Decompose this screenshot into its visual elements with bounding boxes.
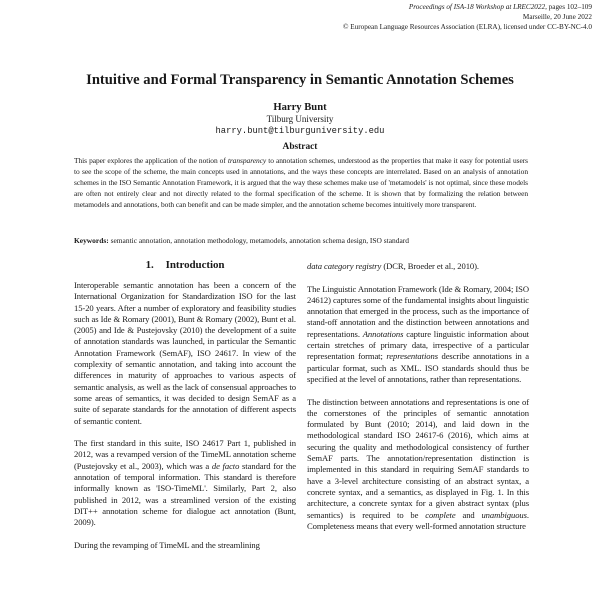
keywords-label: Keywords:: [74, 236, 109, 245]
paragraph-part: . Completeness means that every well-formed annotation structure: [307, 509, 529, 531]
keywords: [74, 235, 528, 246]
abstract-emphasis: transparency: [227, 156, 267, 165]
left-column: [74, 258, 296, 562]
location-date: Marseille, 20 June 2022: [522, 13, 592, 21]
paragraph: [307, 261, 529, 272]
paragraph-part: The Linguistic Annotation Framework (Ide & Romary, 2004; ISO 24612) captures some of the fundamental insights about linguistic annotation that emerged in the process, such as the importance of stand-off annotation and the distinction between annotations and representations.: [307, 283, 529, 339]
author-email: harry.bunt@tilburguniversity.edu: [215, 126, 385, 136]
paragraph-part: standard for the annotation of temporal information. This standard is therefore informally known as 'ISO-TimeML'. Similarly, Part 2, also published in 2012, was a streamlined version of the existing DIT++ annotation scheme for dialogue act annotation (Bunt, 2009).: [74, 460, 296, 528]
right-column: [307, 261, 529, 543]
abstract-part: to annotation schemes, understood as the properties that make it easy for potential users to see the scope of the scheme, the main concepts used in annotations, and the ways these concepts are interrelated. Based on an analysis of annotation schemes in the ISO Semantic Annotation Framework, it is argued that the way these schemes make use of 'metamodels' is not optimal, since these models are often not entirely clear and not directly related to the formal specification of the scheme. It is shown that by formalizing the relation between metamodels and annotations, both can benefit and can be made simpler, and the annotation scheme becomes intuitively more transparent.: [74, 156, 528, 210]
abstract-heading: Abstract: [282, 142, 318, 152]
paragraph-part: and: [455, 509, 482, 520]
proceedings-line: [192, 2, 592, 12]
section-title: Introduction: [165, 259, 225, 271]
paragraph-part: (DCR, Broeder et al., 2010).: [381, 261, 479, 271]
paragraph-part: The first standard in this suite, ISO 24617 Part 1, published in 2012, was a revamped version of the TimeML annotation scheme (Pustejovsky et al., 2003), which was a: [74, 438, 296, 471]
paragraph-emphasis: unambiguous: [481, 509, 527, 520]
abstract-part: This paper explores the application of the notion of: [74, 156, 228, 165]
paragraph: [307, 397, 529, 533]
paragraph: During the revamping of TimeML and the streamlining: [74, 539, 260, 550]
paragraph: [74, 438, 296, 528]
proceedings-name: Proceedings of ISA-18 Workshop at LREC2022: [408, 3, 546, 11]
author-affiliation: Tilburg University: [266, 114, 334, 124]
paragraph-emphasis: de facto: [211, 460, 240, 471]
paragraph-emphasis: representations: [386, 351, 438, 362]
keywords-list: semantic annotation, annotation methodology, metamodels, annotation schema design, ISO standard: [108, 236, 409, 245]
paragraph: [307, 284, 529, 386]
section-number: 1.: [145, 259, 154, 271]
copyright-line: © European Language Resources Association (ELRA), licensed under CC-BY-NC-4.0: [343, 23, 592, 31]
paragraph-emphasis: complete: [425, 509, 456, 520]
author-name: Harry Bunt: [273, 102, 327, 113]
abstract-text: [74, 155, 528, 210]
paragraph-part: The distinction between annotations and representations is one of the cornerstones of the principles of semantic annotation formulated by Bunt (2010; 2014), and laid down in the methodological standard ISO 24617-6 (2016), which aims at securing the quality and methodological consistency of further SemAF parts. The annotation/representation distinction is implemented in this standard in requiring SemAF standards to have a 3-level architecture consisting of an abstract syntax, a concrete syntax, and a semantics, as displayed in Fig. 1. In this architecture, a concrete syntax for a given abstract syntax (plus semantics) is required to be: [307, 396, 529, 520]
paper-title: Intuitive and Formal Transparency in Semantic Annotation Schemes: [86, 72, 514, 88]
paragraph: Interoperable semantic annotation has been a concern of the International Organization for Standardization ISO for the last 15-20 years. After a number of exploratory and feasibility studies such as Ide & Romary (2001), Bunt & Romary (2002), Bunt et al. (2005) and Ide & Pustejovsky (2010) the development of a suite of annotation standards was launched, in particular the Semantic Annotation Framework (SemAF), ISO 24617. In view of the complexity of semantic annotation, and taking into account the differences in maturity of approaches to various aspects of semantic analysis, as well as the lack of consensual approaches to some areas of semantics, it was decided to design SemAF as a suite of separate standards for the annotation of different aspects of semantic content.: [74, 280, 296, 426]
paragraph-emphasis: data category registry: [307, 261, 382, 271]
paragraph-emphasis: Annotations: [362, 328, 404, 339]
paragraph-part: capture linguistic information about certain stretches of primary data, irrespective of a particular representation format;: [307, 328, 529, 362]
paragraph-part: describe annotations in a particular format, such as XML. ISO standards should thus be specified at the level of annotations, rather than representations.: [307, 351, 530, 384]
proceedings-pages: , pages 102–109: [545, 3, 592, 11]
section-heading: [74, 258, 296, 272]
proceedings-header: [192, 2, 592, 32]
